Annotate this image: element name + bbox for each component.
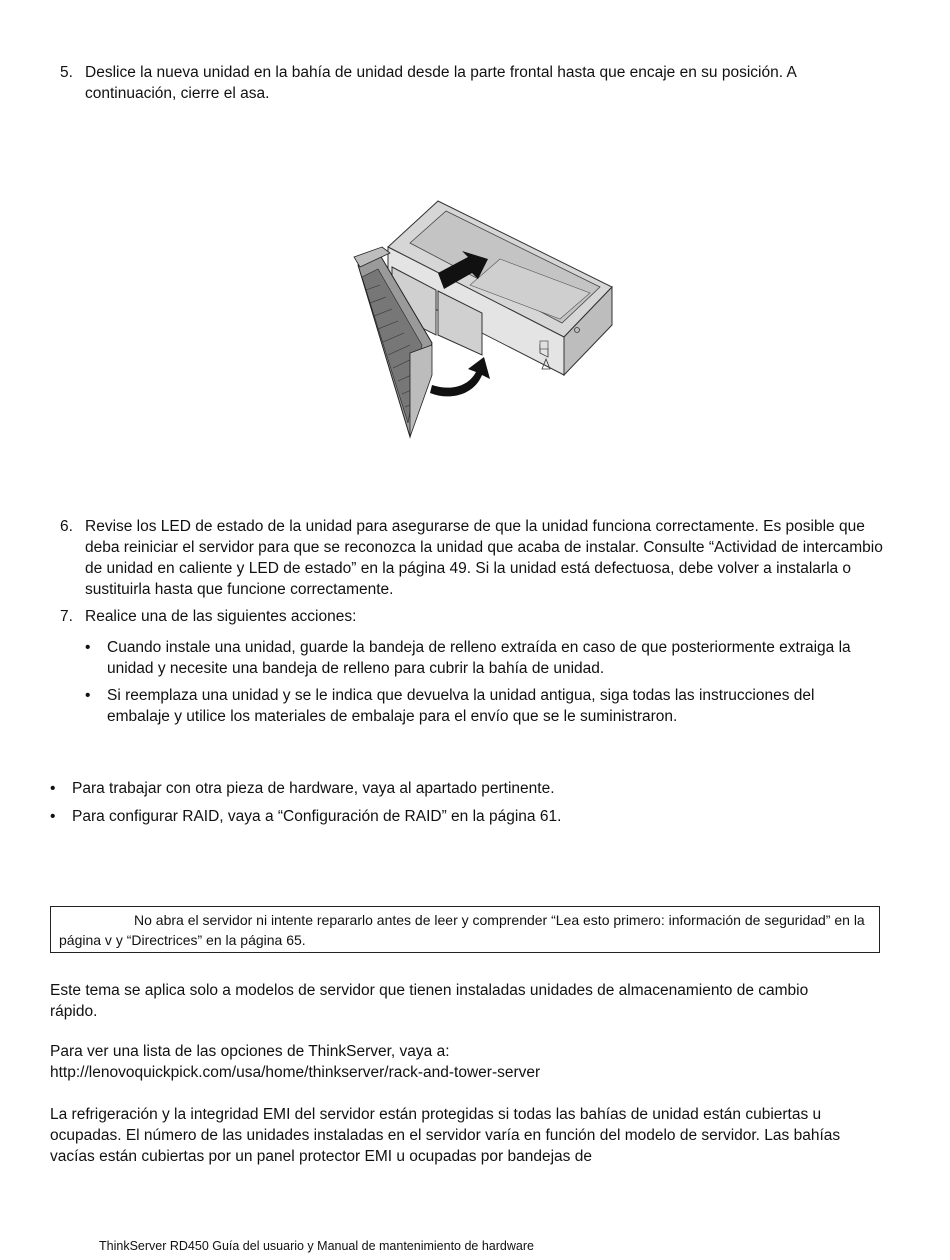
list-item <box>50 778 880 799</box>
paragraph-intro: Para ver una lista de las opciones de ThinkServer, vaya a: <box>50 1043 450 1060</box>
step-text: Revise los LED de estado de la unidad para asegurarse de que la unidad funciona correctamente. Es posible que deba reiniciar el servidor para que se reconozca la unidad que acaba de instalar. Consulte “Actividad de intercambio de unidad en caliente y LED de estado” en la página 49. Si la unidad está defectuosa, debe volver a instalarla o sustituirla hasta que funcione correctamente. <box>85 518 883 598</box>
list-item <box>85 685 875 727</box>
step-5 <box>60 62 890 104</box>
step-text: Deslice la nueva unidad en la bahía de unidad desde la parte frontal hasta que encaje en su posición. A continuación, cierre el asa. <box>85 64 796 102</box>
step-number: 6. <box>60 518 73 535</box>
list-item-text: Cuando instale una unidad, guarde la bandeja de relleno extraída en caso de que posteriormente extraiga la unidad y necesite una bandeja de relleno para cubrir la bahía de unidad. <box>107 639 851 677</box>
bullet: • <box>50 808 56 825</box>
notice-text: No abra el servidor ni intente repararlo antes de leer y comprender “Lea esto primero: información de seguridad” en la página v y “Directrices” en la página 65. <box>59 912 865 948</box>
list-item <box>50 806 880 827</box>
step-number: 7. <box>60 608 73 625</box>
paragraph: Este tema se aplica solo a modelos de servidor que tienen instaladas unidades de almacenamiento de cambio rápido. <box>50 982 809 1020</box>
list-item-text: Para configurar RAID, vaya a “Configuración de RAID” en la página 61. <box>72 808 562 825</box>
drive-installation-illustration <box>350 195 620 440</box>
bullet: • <box>50 780 56 797</box>
step-6 <box>60 516 890 600</box>
bullet: • <box>85 639 91 656</box>
paragraph: La refrigeración y la integridad EMI del servidor están protegidas si todas las bahías de unidad están cubiertas u ocupadas. El número de las unidades instaladas en el servidor varía en función del modelo de servidor. Las bahías vacías están cubiertas por un panel protector EMI u ocupadas por bandejas de <box>50 1106 841 1165</box>
url-link[interactable]: http://lenovoquickpick.com/usa/home/thinkserver/rack-and-tower-server <box>50 1064 541 1081</box>
page-footer: ThinkServer RD450 Guía del usuario y Manual de mantenimiento de hardware <box>99 1239 534 1253</box>
list-item <box>85 637 875 679</box>
step-number: 5. <box>60 64 73 81</box>
step-text: Realice una de las siguientes acciones: <box>85 608 357 625</box>
list-item-text: Si reemplaza una unidad y se le indica que devuelva la unidad antigua, siga todas las instrucciones del embalaje y utilice los materiales de embalaje para el envío que se le suministraron. <box>107 687 815 725</box>
safety-notice <box>50 906 880 953</box>
bullet: • <box>85 687 91 704</box>
step-7 <box>60 606 890 627</box>
list-item-text: Para trabajar con otra pieza de hardware, vaya al apartado pertinente. <box>72 780 555 797</box>
